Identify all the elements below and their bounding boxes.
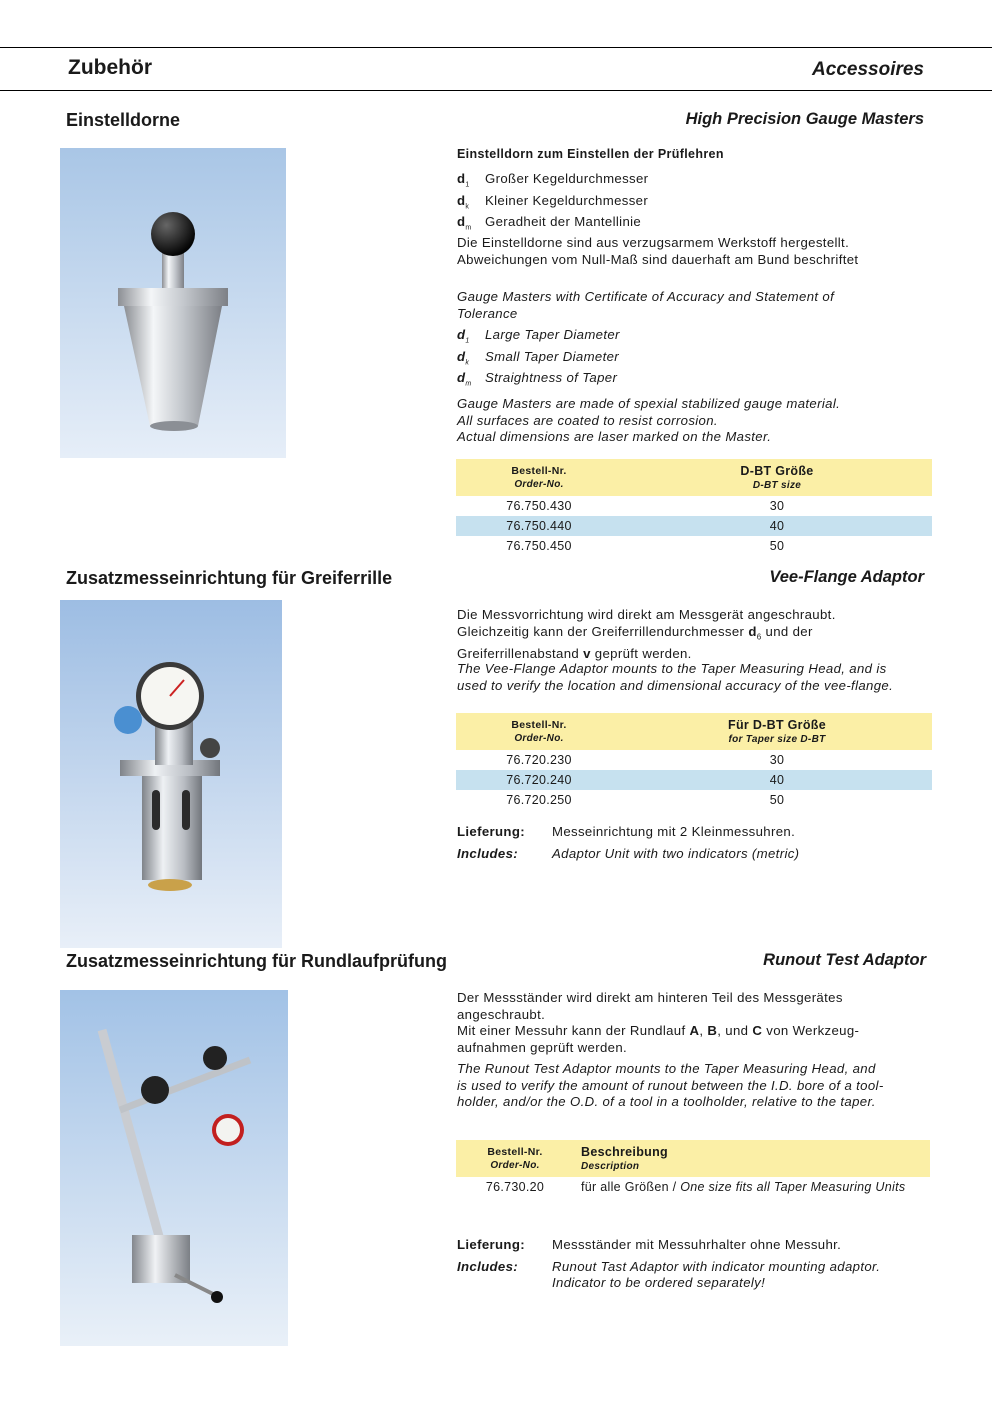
- size-value: 30: [769, 753, 785, 767]
- order-number: 76.750.450: [506, 539, 572, 553]
- vee-flange-adaptor-photo: [60, 600, 282, 948]
- col-order-header: Bestell-Nr. Order-No.: [456, 713, 622, 750]
- section3-title-en: Runout Test Adaptor: [763, 951, 926, 969]
- section3-delivery: Lieferung: Messständer mit Messuhrhalter ohne Messuhr. Includes: Runout Tast Adaptor with indicator mounting adaptor. Indicator to be ordered separately!: [457, 1237, 881, 1290]
- section2-delivery: Lieferung: Messeinrichtung mit 2 Kleinmessuhren. Includes: Adaptor Unit with two indicators (metric): [457, 824, 800, 861]
- col-order-header: Bestell-Nr. Order-No.: [456, 1140, 574, 1177]
- size-value: 40: [622, 516, 932, 536]
- symbol-row: $d_1$ Large Taper Diameter: [457, 327, 937, 349]
- size-value: 30: [769, 499, 785, 513]
- table-row: [456, 790, 932, 810]
- table-header-row: [456, 1140, 930, 1177]
- symbol: $d_1$: [457, 327, 470, 345]
- section3-order-table: [456, 1140, 930, 1197]
- order-number: 76.750.430: [506, 499, 572, 513]
- symbol: $d_m$: [457, 214, 472, 232]
- table-row: [456, 1177, 930, 1197]
- section2-desc-de: Die Messvorrichtung wird direkt am Messgerät angeschraubt. Gleichzeitig kann der Greiferrillendurchmesser $d_6$ und der Greiferrillenabstand v geprüft werden.: [457, 607, 836, 661]
- section3-desc-en: The Runout Test Adaptor mounts to the Taper Measuring Head, and is used to verify the amount of runout between the I.D. bore of a tool- holder, and/or the O.D. of a tool in a toolholder, relative to the taper.: [457, 1061, 884, 1109]
- section1-desc-de: Die Einstelldorne sind aus verzugsarmem Werkstoff hergestellt. Abweichungen vom Null-Maß sind dauerhaft am Bund beschriftet: [457, 235, 859, 267]
- order-number: 76.730.20: [485, 1180, 545, 1194]
- section3-desc-de: Der Messständer wird direkt am hinteren Teil des Messgerätes angeschraubt. Mit einer Messuhr kann der Rundlauf A, B, und C von Werkzeug- aufnahmen geprüft werden.: [457, 990, 860, 1055]
- col-size-header: Für D-BT Größe for Taper size D-BT: [622, 713, 932, 750]
- section2-title-de: Zusatzmesseinrichtung für Greiferrille: [66, 568, 393, 588]
- order-number: 76.720.230: [506, 753, 572, 767]
- table-row: [456, 496, 932, 516]
- header-title-de: Zubehör: [68, 56, 152, 79]
- description-value: für alle Größen / One size fits all Taper Measuring Units: [581, 1180, 906, 1194]
- order-number: 76.750.440: [456, 516, 622, 536]
- order-number: 76.720.250: [506, 793, 572, 807]
- col-order-header: Bestell-Nr. Order-No.: [456, 459, 622, 496]
- symbol: $d_m$: [457, 370, 472, 388]
- table-row: [456, 750, 932, 770]
- header-title-en: Accessoires: [812, 59, 924, 80]
- section1-symbols-de: [457, 171, 937, 236]
- col-description-header: Beschreibung Description: [574, 1140, 930, 1177]
- runout-test-adaptor-photo: [60, 990, 288, 1346]
- col-size-header: D-BT Größe D-BT size: [622, 459, 932, 496]
- section1-symbols-en: [457, 327, 937, 392]
- section2-order-table: [456, 713, 932, 810]
- section3-title-de: Zusatzmesseinrichtung für Rundlaufprüfung: [66, 951, 447, 971]
- size-value: 40: [622, 770, 932, 790]
- section2-desc-en: The Vee-Flange Adaptor mounts to the Taper Measuring Head, and is used to verify the location and dimensional accuracy of the vee-flange.: [457, 661, 894, 693]
- section2-title-en: Vee-Flange Adaptor: [769, 568, 924, 586]
- section1-title-de: Einstelldorne: [66, 110, 181, 130]
- symbol: $d_k$: [457, 192, 470, 211]
- order-number: 76.720.240: [456, 770, 622, 790]
- size-value: 50: [769, 793, 785, 807]
- table-header-row: [456, 459, 932, 496]
- symbol: $d_k$: [457, 348, 470, 367]
- section1-desc-en: Gauge Masters are made of spexial stabilized gauge material. All surfaces are coated to resist corrosion. Actual dimensions are laser marked on the Master.: [457, 396, 841, 444]
- table-row: [456, 516, 932, 536]
- header-top-rule: [0, 47, 992, 48]
- symbol-row: $d_k$ Small Taper Diameter: [457, 349, 937, 371]
- table-header-row: [456, 713, 932, 750]
- symbol-row: $d_1$ Großer Kegeldurchmesser: [457, 171, 937, 193]
- symbol: $d_1$: [457, 171, 470, 189]
- gauge-master-photo: [60, 148, 286, 458]
- symbol-row: $d_m$ Geradheit der Mantellinie: [457, 214, 937, 236]
- table-row: [456, 770, 932, 790]
- table-row: [456, 536, 932, 556]
- symbol-row: $d_m$ Straightness of Taper: [457, 370, 937, 392]
- symbol-row: $d_k$ Kleiner Kegeldurchmesser: [457, 193, 937, 215]
- section1-title-en: High Precision Gauge Masters: [685, 110, 924, 128]
- section1-en-heading: Gauge Masters with Certificate of Accuracy and Statement of Tolerance: [457, 289, 835, 321]
- section1-order-table: [456, 459, 932, 556]
- header-bottom-rule: [0, 90, 992, 91]
- section1-intro-heading: Einstelldorn zum Einstellen der Prüflehren: [457, 147, 724, 161]
- size-value: 50: [769, 539, 785, 553]
